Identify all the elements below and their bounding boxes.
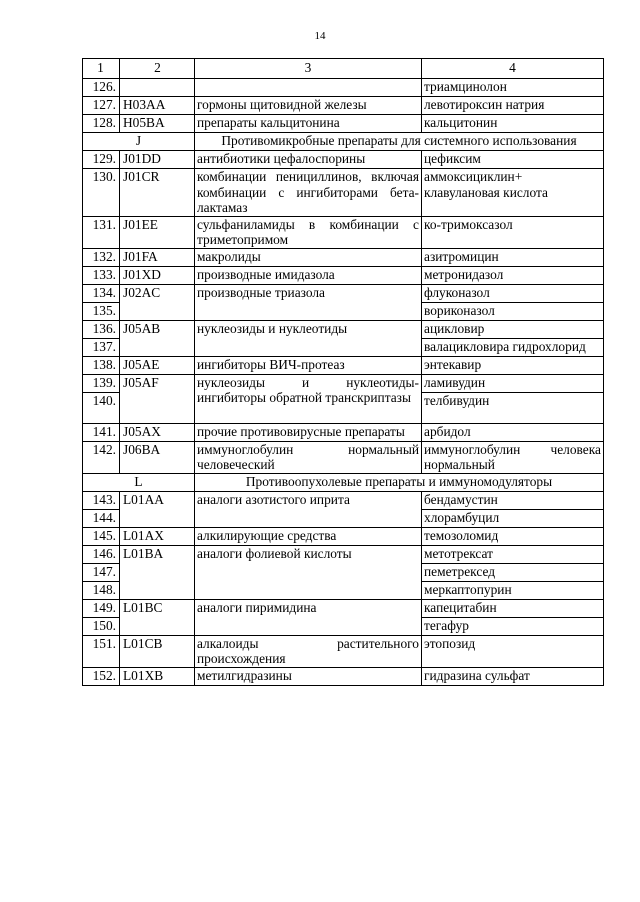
atc-code: J01CR [120,169,195,217]
pharma-group: комбинации пенициллинов, включая комбинации с ингибиторами бета-лактамаз [195,169,422,217]
atc-code: H05BA [120,115,195,133]
row-number: 150. [83,617,120,635]
atc-code: H03AA [120,97,195,115]
atc-code [120,79,195,97]
pharma-group: макролиды [195,248,422,266]
row-number: 132. [83,248,120,266]
drug-name: иммуноглобулин человека нормальный [422,441,604,473]
table-row [83,527,604,545]
pharma-group: препараты кальцитонина [195,115,422,133]
table-row [83,79,604,97]
table-row [83,151,604,169]
drug-name: телбивудин [422,392,604,423]
drug-name: метотрексат [422,545,604,563]
atc-code: J01FA [120,248,195,266]
drug-name: темозоломид [422,527,604,545]
drug-name: энтекавир [422,356,604,374]
drug-name: бендамустин [422,491,604,509]
table-row [83,667,604,685]
table-row [83,320,604,338]
row-number: 135. [83,302,120,320]
row-number: 128. [83,115,120,133]
drug-name: вориконазол [422,302,604,320]
drug-name: валацикловира гидрохлорид [422,338,604,356]
drug-name: ацикловир [422,320,604,338]
atc-code: L01XB [120,667,195,685]
row-number: 145. [83,527,120,545]
table-row [83,356,604,374]
row-number: 134. [83,284,120,302]
row-number: 133. [83,266,120,284]
pharma-group: метилгидразины [195,667,422,685]
header-col-2: 2 [120,59,195,79]
atc-code: J05AX [120,423,195,441]
pharma-group: сульфаниламиды в комбинации с триметопримом [195,216,422,248]
atc-code: J01EE [120,216,195,248]
drug-name: цефиксим [422,151,604,169]
section-title: Противоопухолевые препараты и иммуномодуляторы [195,473,604,491]
atc-code: L01CB [120,635,195,667]
atc-code: J01DD [120,151,195,169]
pharma-group: аналоги фолиевой кислоты [195,545,422,599]
drug-name: левотироксин натрия [422,97,604,115]
section-row [83,473,604,491]
pharma-group: производные триазола [195,284,422,320]
drug-name: пеметрексед [422,563,604,581]
row-number: 138. [83,356,120,374]
row-number: 141. [83,423,120,441]
atc-code: L01AA [120,491,195,527]
pharma-group: нуклеозиды и нуклеотиды [195,320,422,356]
pharma-group: гормоны щитовидной железы [195,97,422,115]
row-number: 136. [83,320,120,338]
row-number: 130. [83,169,120,217]
row-number: 144. [83,509,120,527]
section-title: Противомикробные препараты для системного использования [195,133,604,151]
drug-name: метронидазол [422,266,604,284]
header-col-1: 1 [83,59,120,79]
row-number: 137. [83,338,120,356]
table-row [83,216,604,248]
pharma-group: прочие противовирусные препараты [195,423,422,441]
table-row [83,545,604,563]
drug-name: ламивудин [422,374,604,392]
drug-list-table [82,58,604,686]
atc-code: L01BC [120,599,195,635]
atc-code: J02AC [120,284,195,320]
row-number: 146. [83,545,120,563]
table-row [83,374,604,392]
atc-code: J05AE [120,356,195,374]
drug-name: меркаптопурин [422,581,604,599]
pharma-group: ингибиторы ВИЧ-протеаз [195,356,422,374]
pharma-group [195,79,422,97]
atc-code: L01BA [120,545,195,599]
table-row [83,491,604,509]
row-number: 140. [83,392,120,423]
table-row [83,248,604,266]
drug-name: хлорамбуцил [422,509,604,527]
page-number: 14 [314,30,326,42]
table-row [83,599,604,617]
table-row [83,284,604,302]
row-number: 142. [83,441,120,473]
table-row [83,266,604,284]
row-number: 127. [83,97,120,115]
drug-name: флуконазол [422,284,604,302]
row-number: 149. [83,599,120,617]
header-col-3: 3 [195,59,422,79]
row-number: 139. [83,374,120,392]
atc-code: L01AX [120,527,195,545]
row-number: 147. [83,563,120,581]
section-code: L [83,473,195,491]
drug-name: аммоксициклин+ клавулановая кислота [422,169,604,217]
atc-code: J05AB [120,320,195,356]
table-row [83,169,604,217]
pharma-group: алкилирующие средства [195,527,422,545]
atc-code: J01XD [120,266,195,284]
pharma-group: антибиотики цефалоспорины [195,151,422,169]
drug-name: кальцитонин [422,115,604,133]
row-number: 131. [83,216,120,248]
table-row [83,441,604,473]
pharma-group: нуклеозиды и нуклеотиды- ингибиторы обратной транскриптазы [195,374,422,423]
table-row [83,635,604,667]
header-col-4: 4 [422,59,604,79]
pharma-group: иммуноглобулин нормальный человеческий [195,441,422,473]
row-number: 148. [83,581,120,599]
row-number: 129. [83,151,120,169]
row-number: 152. [83,667,120,685]
section-row [83,133,604,151]
drug-name: этопозид [422,635,604,667]
row-number: 143. [83,491,120,509]
drug-name: капецитабин [422,599,604,617]
pharma-group: производные имидазола [195,266,422,284]
table-row [83,115,604,133]
drug-name: ко-тримоксазол [422,216,604,248]
table-row [83,423,604,441]
table-header-row [83,59,604,79]
drug-name: арбидол [422,423,604,441]
drug-name: гидразина сульфат [422,667,604,685]
table-row [83,97,604,115]
pharma-group: аналоги азотистого иприта [195,491,422,527]
row-number: 126. [83,79,120,97]
section-code: J [83,133,195,151]
atc-code: J05AF [120,374,195,423]
drug-name: азитромицин [422,248,604,266]
pharma-group: алкалоиды растительного происхождения [195,635,422,667]
drug-name: триамцинолон [422,79,604,97]
atc-code: J06BA [120,441,195,473]
row-number: 151. [83,635,120,667]
drug-name: тегафур [422,617,604,635]
pharma-group: аналоги пиримидина [195,599,422,635]
